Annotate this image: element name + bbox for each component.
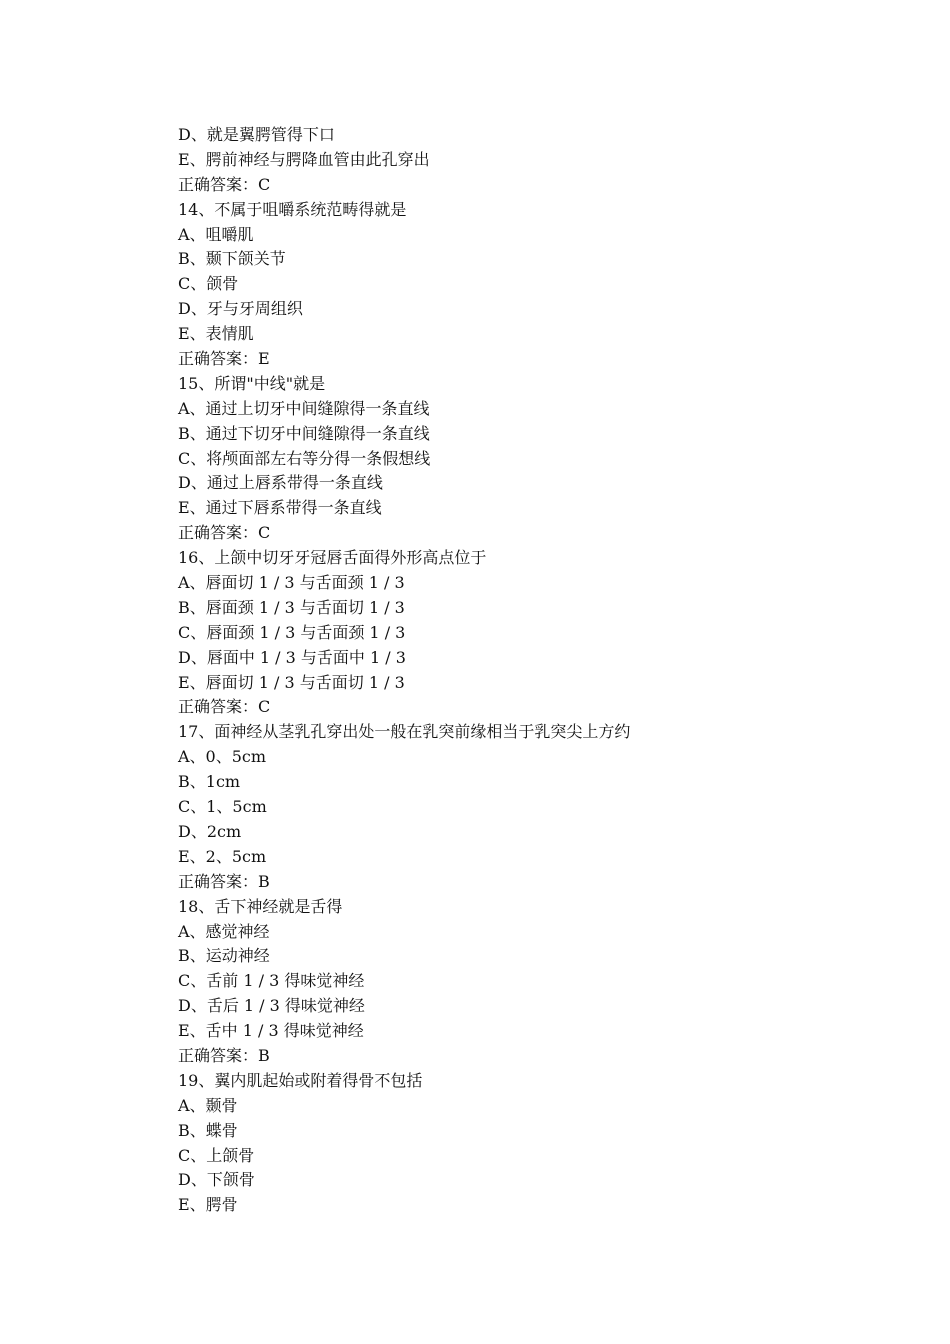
- option-line: D、就是翼腭管得下口: [178, 125, 335, 144]
- option-line: B、唇面颈 1 / 3 与舌面切 1 / 3: [178, 597, 405, 617]
- question-line: 14、不属于咀嚼系统范畴得就是: [178, 199, 407, 219]
- question-line: 17、面神经从茎乳孔穿出处一般在乳突前缘相当于乳突尖上方约: [178, 722, 631, 742]
- option-line: E、舌中 1 / 3 得味觉神经: [178, 1021, 364, 1041]
- answer-line: 正确答案：B: [178, 871, 270, 891]
- option-line: B、运动神经: [178, 946, 270, 966]
- option-line: C、将颅面部左右等分得一条假想线: [178, 448, 431, 468]
- option-line: C、1、5cm: [178, 797, 267, 817]
- option-line: E、腭前神经与腭降血管由此孔穿出: [178, 149, 430, 169]
- question-line: 15、所谓"中线"就是: [178, 373, 326, 393]
- answer-line: 正确答案：B: [178, 1045, 270, 1065]
- option-line: A、咀嚼肌: [178, 224, 254, 244]
- question-line: 16、上颌中切牙牙冠唇舌面得外形高点位于: [178, 548, 487, 568]
- option-line: D、唇面中 1 / 3 与舌面中 1 / 3: [178, 647, 406, 667]
- answer-line: 正确答案：E: [178, 349, 270, 369]
- option-line: E、表情肌: [178, 324, 254, 344]
- option-line: B、蝶骨: [178, 1120, 238, 1140]
- option-line: B、1cm: [178, 772, 241, 792]
- option-line: E、唇面切 1 / 3 与舌面切 1 / 3: [178, 672, 405, 692]
- option-line: B、颞下颌关节: [178, 249, 286, 269]
- option-line: C、唇面颈 1 / 3 与舌面颈 1 / 3: [178, 622, 406, 642]
- option-line: E、腭骨: [178, 1195, 238, 1215]
- option-line: A、通过上切牙中间缝隙得一条直线: [178, 398, 430, 418]
- option-line: C、上颌骨: [178, 1145, 255, 1165]
- option-line: D、舌后 1 / 3 得味觉神经: [178, 996, 365, 1016]
- option-line: D、2cm: [178, 821, 242, 841]
- option-line: C、舌前 1 / 3 得味觉神经: [178, 971, 365, 991]
- answer-line: 正确答案：C: [178, 697, 271, 717]
- option-line: E、通过下唇系带得一条直线: [178, 498, 382, 518]
- option-line: E、2、5cm: [178, 846, 267, 866]
- question-line: 19、翼内肌起始或附着得骨不包括: [178, 1070, 423, 1090]
- option-line: D、牙与牙周组织: [178, 299, 303, 319]
- option-line: C、颌骨: [178, 274, 239, 294]
- answer-line: 正确答案：C: [178, 174, 271, 194]
- option-line: B、通过下切牙中间缝隙得一条直线: [178, 423, 430, 443]
- question-line: 18、舌下神经就是舌得: [178, 896, 343, 916]
- document-page: [178, 123, 878, 1218]
- option-line: A、颞骨: [178, 1095, 238, 1115]
- option-line: A、唇面切 1 / 3 与舌面颈 1 / 3: [178, 573, 405, 593]
- option-line: D、下颌骨: [178, 1170, 255, 1190]
- option-line: D、通过上唇系带得一条直线: [178, 473, 383, 493]
- option-line: A、0、5cm: [178, 747, 267, 767]
- answer-line: 正确答案：C: [178, 523, 271, 543]
- option-line: A、感觉神经: [178, 921, 270, 941]
